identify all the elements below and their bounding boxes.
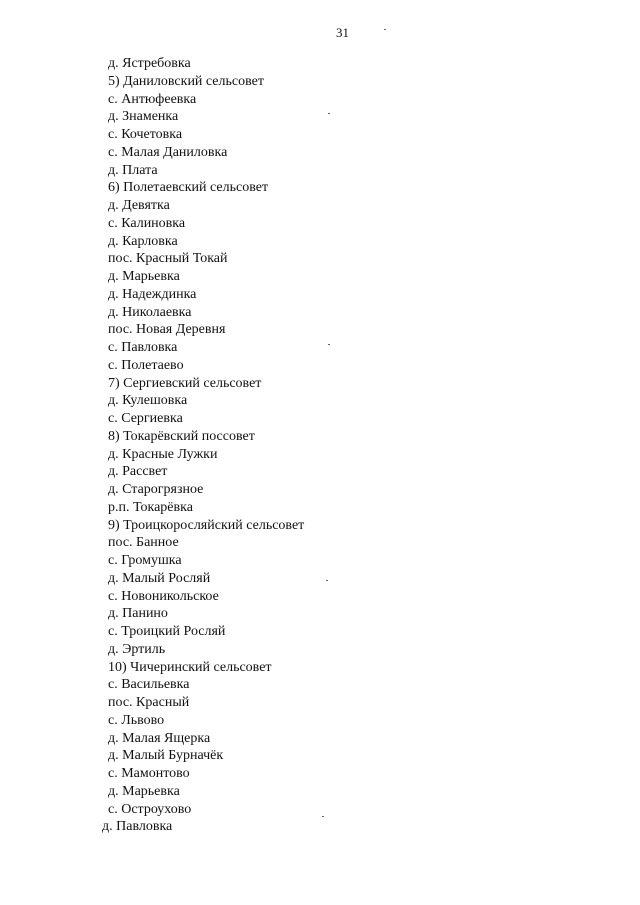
list-item: 10) Чичеринский сельсовет bbox=[108, 659, 272, 675]
scan-speck bbox=[384, 29, 386, 30]
list-item: д. Малый Росляй bbox=[108, 570, 211, 586]
list-item: 7) Сергиевский сельсовет bbox=[108, 375, 262, 391]
list-item: с. Антюфеевка bbox=[108, 91, 197, 107]
scan-speck bbox=[322, 816, 324, 817]
list-item: 6) Полетаевский сельсовет bbox=[108, 180, 269, 196]
list-item: с. Малая Даниловка bbox=[108, 144, 228, 160]
list-item: пос. Красный Токай bbox=[108, 251, 228, 267]
list-item: с. Калиновка bbox=[108, 215, 186, 231]
list-item: с. Львово bbox=[108, 712, 165, 728]
list-item: д. Марьевка bbox=[108, 269, 180, 284]
list-item: р.п. Токарёвка bbox=[108, 499, 193, 515]
list-item: д. Марьевка bbox=[108, 783, 180, 799]
scan-speck bbox=[326, 580, 328, 581]
list-item: с. Троицкий Росляй bbox=[108, 624, 226, 639]
list-item: пос. Банное bbox=[108, 535, 179, 551]
list-item: д. Красные Лужки bbox=[108, 446, 218, 462]
list-item: д. Надеждинка bbox=[108, 286, 197, 302]
list-item: с. Кочетовка bbox=[108, 127, 183, 142]
list-item: д. Карловка bbox=[108, 233, 178, 249]
list-item: 5) Даниловский сельсовет bbox=[108, 73, 264, 89]
list-item: д. Рассвет bbox=[108, 464, 168, 480]
scan-speck bbox=[328, 344, 330, 345]
list-item: д. Кулешовка bbox=[108, 393, 188, 409]
list-item: с. Мамонтово bbox=[108, 766, 190, 781]
list-item: д. Панино bbox=[108, 606, 168, 622]
list-item: с. Громушка bbox=[108, 553, 182, 568]
settlement-list bbox=[102, 55, 305, 836]
list-item: 9) Троицкоросляйский сельсовет bbox=[108, 517, 305, 533]
list-item: д. Старогрязное bbox=[108, 482, 204, 497]
list-item: д. Знаменка bbox=[108, 109, 179, 125]
list-item: пос. Новая Деревня bbox=[108, 322, 226, 338]
list-item: с. Новоникольское bbox=[108, 588, 219, 604]
list-item: с. Васильевка bbox=[108, 677, 190, 693]
page-number: 31 bbox=[336, 25, 349, 40]
list-item: д. Эртиль bbox=[108, 641, 166, 657]
list-item: пос. Красный bbox=[108, 695, 190, 710]
list-item: д. Плата bbox=[108, 162, 158, 178]
list-item: д. Павловка bbox=[102, 819, 173, 835]
list-item: 8) Токарёвский поссовет bbox=[108, 428, 255, 444]
list-item: д. Николаевка bbox=[108, 304, 192, 320]
list-item: д. Ястребовка bbox=[108, 56, 191, 71]
list-item: д. Малая Ящерка bbox=[108, 730, 211, 746]
list-item: с. Павловка bbox=[108, 340, 178, 355]
list-item: с. Остроухово bbox=[108, 801, 192, 817]
list-item: д. Малый Бурначёк bbox=[108, 748, 224, 764]
list-item: д. Девятка bbox=[108, 198, 170, 213]
scan-speck bbox=[328, 113, 330, 114]
list-item: с. Полетаево bbox=[108, 357, 184, 373]
list-item: с. Сергиевка bbox=[108, 411, 183, 426]
